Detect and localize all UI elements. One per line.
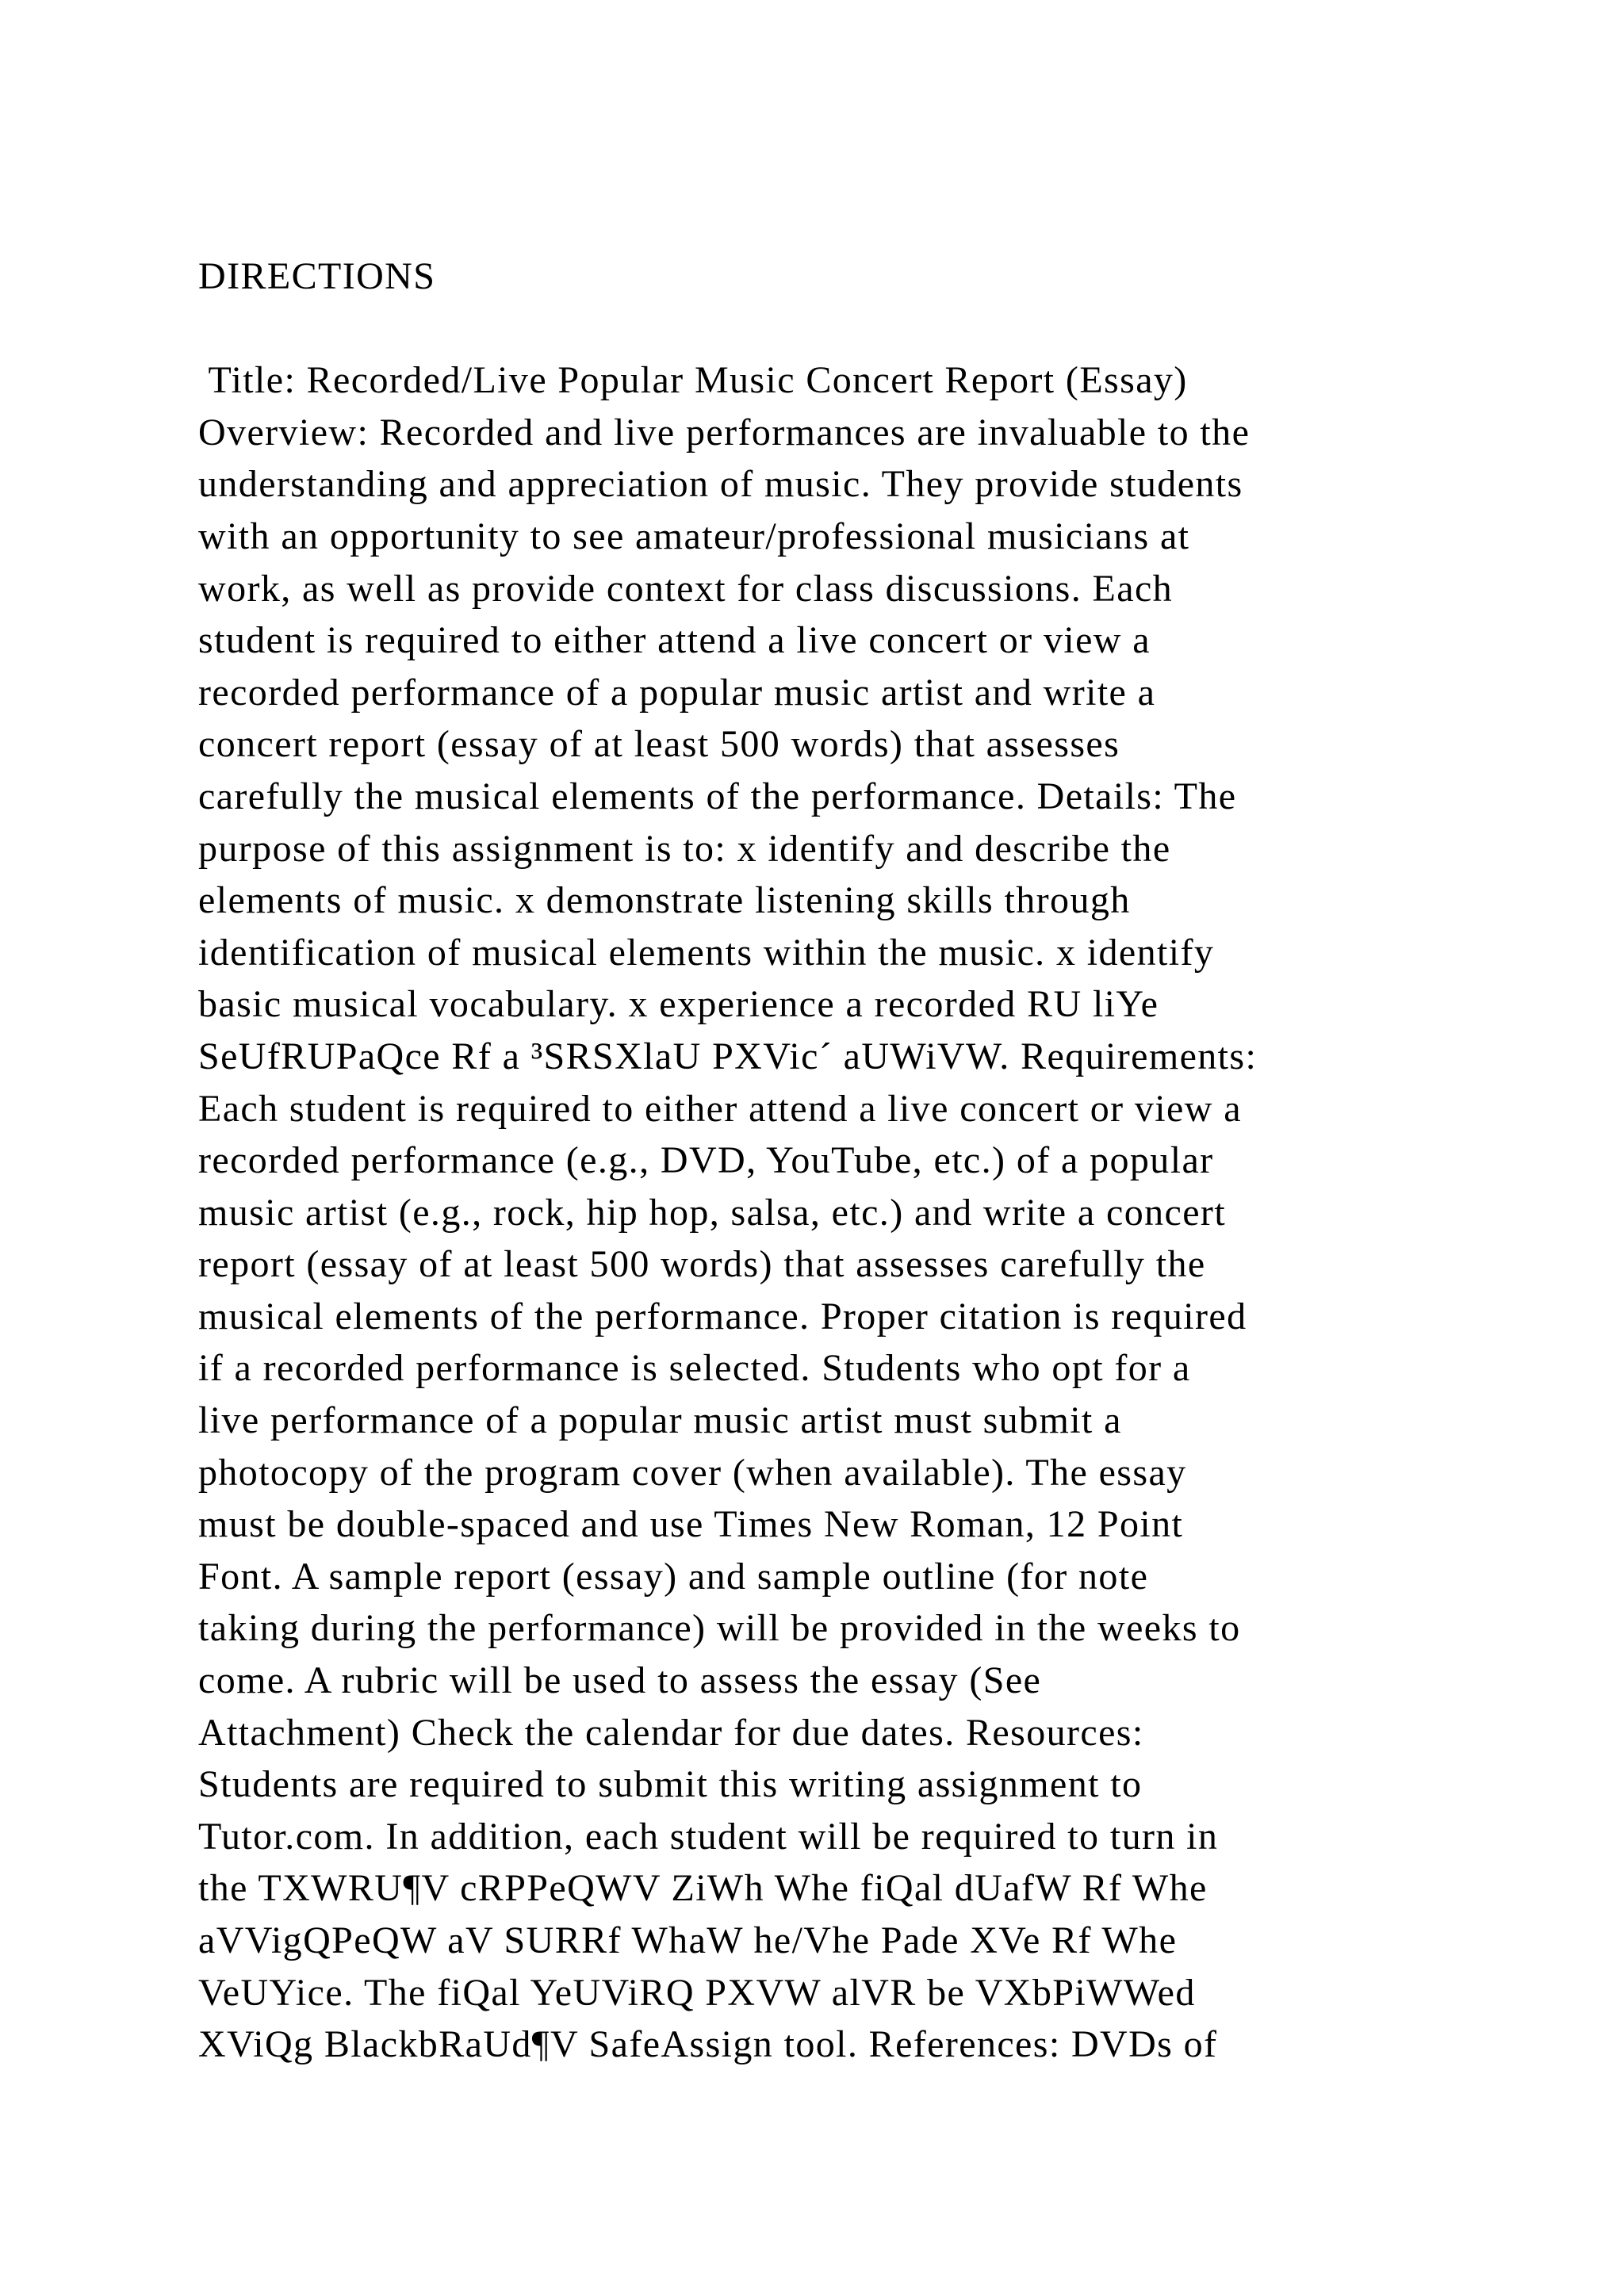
body-text-line: Overview: Recorded and live performances are invaluable to the <box>198 411 1251 453</box>
body-text-line: purpose of this assignment is to: x identify and describe the <box>198 827 1171 870</box>
body-text-line: identification of musical elements within the music. x identify <box>198 931 1215 974</box>
body-text-line: concert report (essay of at least 500 words) that assesses <box>198 723 1120 766</box>
body-text-line: photocopy of the program cover (when available). The essay <box>198 1451 1187 1494</box>
body-text-line: if a recorded performance is selected. Students who opt for a <box>198 1347 1191 1390</box>
body-text-line: the TXWRU¶V cRPPeQWV ZiWh Whe fiQal dUafW Rf Whe <box>198 1867 1208 1910</box>
document-heading: DIRECTIONS <box>198 255 436 297</box>
body-text-line: Each student is required to either attend a live concert or view a <box>198 1087 1242 1130</box>
body-text-line: report (essay of at least 500 words) that assesses carefully the <box>198 1243 1206 1286</box>
blank-line <box>198 303 1618 355</box>
body-text-line: understanding and appreciation of music. They provide students <box>198 463 1243 506</box>
body-text-line: elements of music. x demonstrate listening skills through <box>198 879 1131 922</box>
body-text-line: must be double-spaced and use Times New Roman, 12 Point <box>198 1503 1184 1546</box>
body-text-line: recorded performance of a popular music artist and write a <box>198 671 1156 714</box>
body-text-line: Attachment) Check the calendar for due dates. Resources: <box>198 1711 1144 1754</box>
body-text-line: Tutor.com. In addition, each student will be required to turn in <box>198 1815 1219 1858</box>
body-text-line: recorded performance (e.g., DVD, YouTube, etc.) of a popular <box>198 1139 1214 1182</box>
body-text-line: student is required to either attend a live concert or view a <box>198 619 1151 662</box>
body-text-line: with an opportunity to see amateur/professional musicians at <box>198 515 1190 557</box>
body-text-line: live performance of a popular music artist must submit a <box>198 1399 1122 1442</box>
body-text-line: taking during the performance) will be provided in the weeks to <box>198 1607 1241 1650</box>
body-text-line: come. A rubric will be used to assess the essay (See <box>198 1659 1042 1702</box>
body-text-line: Title: Recorded/Live Popular Music Concert Report (Essay) <box>198 359 1188 402</box>
body-text-line: carefully the musical elements of the performance. Details: The <box>198 775 1237 817</box>
body-text-line: Students are required to submit this writing assignment to <box>198 1763 1143 1806</box>
document-text <box>198 251 1618 2071</box>
body-text-line: VeUYice. The fiQal YeUViRQ PXVW alVR be VXbPiWWed <box>198 1971 1196 2014</box>
body-text-line: XViQg BlackbRaUd¶V SafeAssign tool. References: DVDs of <box>198 2023 1218 2066</box>
body-text-line: basic musical vocabulary. x experience a recorded RU liYe <box>198 983 1159 1026</box>
body-text-line: work, as well as provide context for class discussions. Each <box>198 567 1174 610</box>
body-text-line: aVVigQPeQW aV SURRf WhaW he/Vhe Pade XVe Rf Whe <box>198 1919 1178 1961</box>
body-text-line: musical elements of the performance. Proper citation is required <box>198 1295 1247 1337</box>
body-text-line: music artist (e.g., rock, hip hop, salsa, etc.) and write a concert <box>198 1191 1227 1234</box>
document-body <box>198 354 1618 2071</box>
body-text-line: Font. A sample report (essay) and sample outline (for note <box>198 1555 1149 1598</box>
body-text-line: SeUfRUPaQce Rf a ³SRSXlaU PXVic´ aUWiVW. Requirements: <box>198 1035 1258 1077</box>
